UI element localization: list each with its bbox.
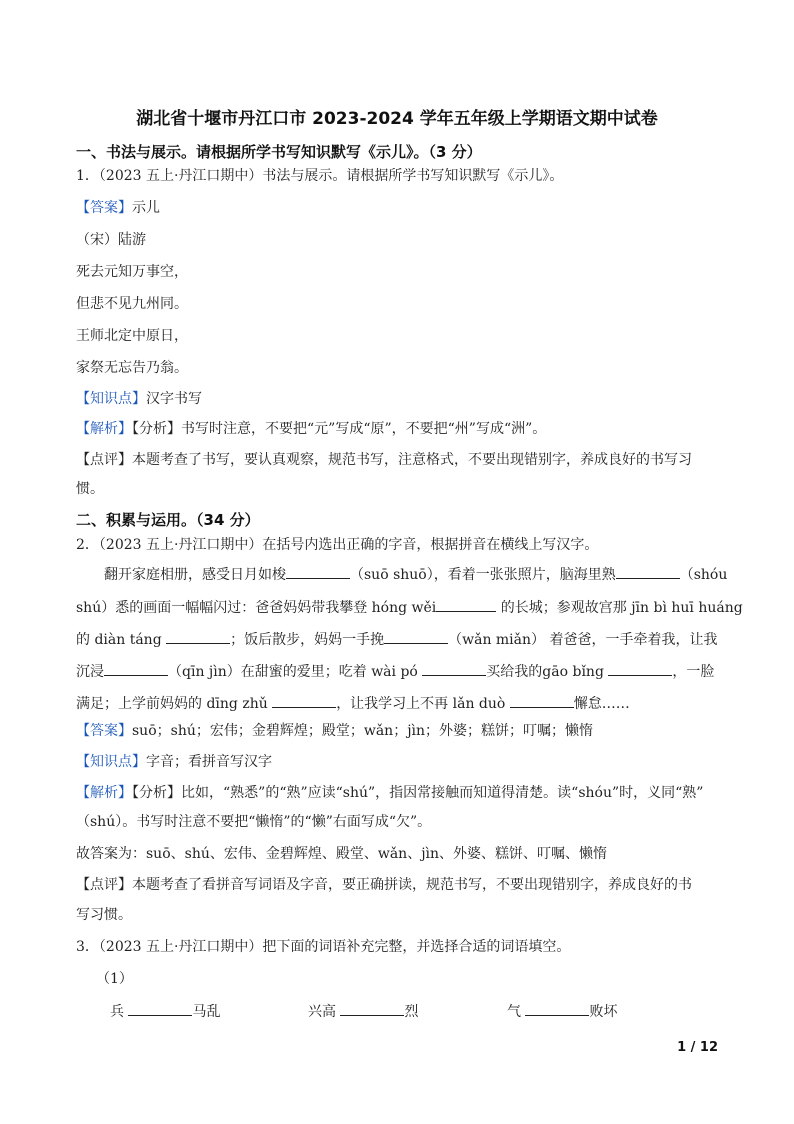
q2-answer-summary: 故答案为：suō、shú、宏伟、金碧辉煌、殿堂、wǎn、jìn、外婆、糕饼、叮嘱、懒惰 bbox=[76, 846, 608, 862]
passage-line-1 bbox=[104, 564, 727, 584]
idiom-text: 气 bbox=[507, 1004, 526, 1020]
q1-comment-cont: 惯。 bbox=[76, 481, 104, 497]
section-heading-1: 一、书法与展示。请根据所学书写知识默写《示儿》。（3 分） bbox=[76, 143, 482, 161]
passage-text: （shóu bbox=[679, 567, 728, 583]
q2-knowledge-point bbox=[76, 753, 272, 771]
q1-comment bbox=[76, 451, 692, 469]
q2-analysis bbox=[76, 784, 703, 802]
fill-blank[interactable] bbox=[286, 564, 350, 579]
poem-line-3: 王师北定中原日， bbox=[76, 328, 188, 344]
answer-text: 示儿 bbox=[132, 200, 160, 216]
answer-tag: 【答案】 bbox=[76, 723, 132, 739]
document-title: 湖北省十堰市丹江口市 2023-2024 学年五年级上学期语文期中试卷 bbox=[136, 109, 658, 129]
fill-blank[interactable] bbox=[608, 661, 672, 676]
knowledge-tag: 【知识点】 bbox=[76, 754, 146, 770]
q3-sub-1: （1） bbox=[96, 971, 133, 987]
fill-blank[interactable] bbox=[104, 661, 168, 676]
analysis-text: 【分析】书写时注意，不要把“元”写成“原”，不要把“州”写成“洲”。 bbox=[132, 421, 547, 437]
knowledge-tag: 【知识点】 bbox=[76, 391, 146, 407]
passage-text: ；饭后散步，妈妈一手挽 bbox=[230, 632, 385, 648]
comment-text: 本题考查了书写，要认真观察，规范书写，注意格式，不要出现错别字，养成良好的书写习 bbox=[132, 452, 692, 468]
idiom-text: 兴高 bbox=[308, 1004, 341, 1020]
passage-text: （suō shuō），看着一张张照片，脑海里熟 bbox=[350, 567, 616, 583]
knowledge-text: 汉字书写 bbox=[146, 391, 202, 407]
poem-author: （宋）陆游 bbox=[76, 232, 146, 248]
idiom-1 bbox=[110, 1001, 220, 1021]
passage-text: （wǎn miǎn） 着爸爸，一手牵着我，让我 bbox=[448, 632, 718, 648]
passage-text: 翻开家庭相册，感受日月如梭 bbox=[104, 567, 286, 583]
passage-text: （qīn jìn）在甜蜜的爱里；吃着 wài pó bbox=[168, 664, 423, 680]
poem-line-2: 但悲不见九州同。 bbox=[76, 296, 188, 312]
passage-text: 满足；上学前妈妈的 dīng zhǔ bbox=[76, 696, 273, 712]
fill-blank[interactable] bbox=[272, 693, 336, 708]
passage-line-5 bbox=[76, 693, 630, 713]
fill-blank[interactable] bbox=[525, 1001, 589, 1016]
comment-tag: 【点评】 bbox=[76, 452, 132, 468]
answer-text: suō；shú；宏伟；金碧辉煌；殿堂；wǎn；jìn；外婆；糕饼；叮嘱；懒惰 bbox=[132, 723, 594, 739]
fill-blank[interactable] bbox=[616, 564, 680, 579]
comment-text: 本题考查了看拼音写词语及字音，要正确拼读，规范书写，不要出现错别字，养成良好的书 bbox=[132, 877, 692, 893]
answer-tag: 【答案】 bbox=[76, 200, 132, 216]
idiom-2 bbox=[308, 1001, 418, 1021]
passage-text: 的长城；参观故宫那 jīn bì huī huáng bbox=[496, 600, 743, 616]
passage-text: 的 diàn táng bbox=[76, 632, 167, 648]
knowledge-text: 字音；看拼音写汉字 bbox=[146, 754, 272, 770]
passage-text: ，一脸 bbox=[672, 664, 715, 680]
poem-line-4: 家祭无忘告乃翁。 bbox=[76, 360, 188, 376]
analysis-tag: 【解析】 bbox=[76, 421, 132, 437]
poem-line-1: 死去元知万事空， bbox=[76, 264, 188, 280]
section-heading-2: 二、积累与运用。（34 分） bbox=[76, 511, 260, 529]
q2-comment-cont: 写习惯。 bbox=[76, 907, 132, 923]
fill-blank[interactable] bbox=[422, 661, 486, 676]
question-2-stem: 2．（2023 五上·丹江口期中）在括号内选出正确的字音，根据拼音在横线上写汉字。 bbox=[76, 537, 599, 553]
passage-text: shú）悉的画面一幅幅闪过：爸爸妈妈带我攀登 hóng wěi bbox=[76, 600, 437, 616]
idiom-text: 烈 bbox=[404, 1004, 419, 1020]
analysis-tag: 【解析】 bbox=[76, 785, 132, 801]
fill-blank[interactable] bbox=[384, 629, 448, 644]
passage-text: 懈怠…… bbox=[573, 696, 630, 712]
fill-blank[interactable] bbox=[340, 1001, 404, 1016]
q1-answer bbox=[76, 199, 160, 217]
fill-blank[interactable] bbox=[128, 1001, 192, 1016]
idiom-3 bbox=[507, 1001, 617, 1021]
q2-answer bbox=[76, 722, 593, 740]
passage-text: 沉浸 bbox=[76, 664, 104, 680]
passage-line-2 bbox=[76, 597, 743, 617]
q2-analysis-cont: （shú）。书写时注意不要把“懒惰”的“懒”右面写成“欠”。 bbox=[76, 814, 432, 830]
fill-blank[interactable] bbox=[166, 629, 230, 644]
page-number: 1 / 12 bbox=[677, 1040, 718, 1055]
idiom-text: 兵 bbox=[110, 1004, 129, 1020]
fill-blank[interactable] bbox=[436, 597, 496, 612]
passage-line-4 bbox=[76, 661, 714, 681]
passage-text: ，让我学习上不再 lǎn duò bbox=[336, 696, 510, 712]
passage-text: 买给我的gāo bǐng bbox=[486, 664, 609, 680]
passage-line-3 bbox=[76, 629, 717, 649]
question-1-stem: 1．（2023 五上·丹江口期中）书法与展示。请根据所学书写知识默写《示儿》。 bbox=[76, 168, 564, 184]
question-3-stem: 3．（2023 五上·丹江口期中）把下面的词语补充完整，并选择合适的词语填空。 bbox=[76, 939, 571, 955]
analysis-text: 【分析】比如，“熟悉”的“熟”应读“shú”，指因常接触而知道得清楚。读“shóu”时，义同“熟” bbox=[132, 785, 704, 801]
q1-knowledge-point bbox=[76, 390, 202, 408]
idiom-text: 败坏 bbox=[589, 1004, 618, 1020]
idiom-text: 马乱 bbox=[192, 1004, 221, 1020]
fill-blank[interactable] bbox=[510, 693, 574, 708]
q1-analysis bbox=[76, 420, 546, 438]
q2-comment bbox=[76, 876, 692, 894]
comment-tag: 【点评】 bbox=[76, 877, 132, 893]
